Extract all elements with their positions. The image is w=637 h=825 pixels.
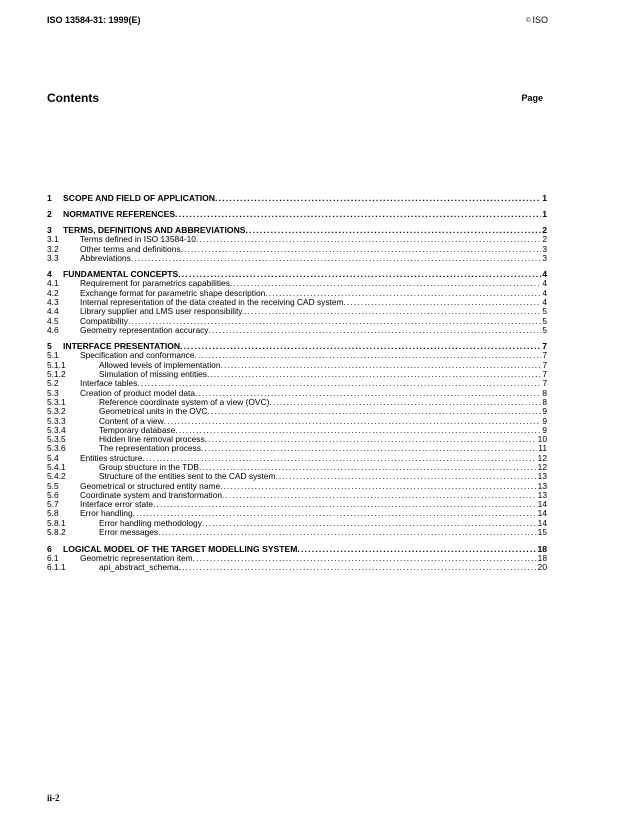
toc-entry-title: Specification and conformance (80, 350, 195, 361)
toc-entry-title: Hidden line removal process (99, 434, 205, 445)
toc-entry-number: 5.3.5 (47, 434, 66, 445)
document-id: ISO 13584-31: 1999(E) (47, 15, 141, 25)
toc-entry-page: 7 (542, 369, 547, 380)
toc-entry-number: 5.3.3 (47, 415, 66, 426)
toc-entry-page: 7 (542, 378, 547, 389)
toc-entry-page: 10 (537, 434, 547, 445)
copyright-org: ISO (532, 15, 548, 25)
toc-entry-title: The representation process (99, 443, 201, 454)
toc-entry-title: Error handling methodology (99, 517, 202, 528)
toc-entry[interactable] (47, 326, 547, 335)
toc-entry-page: 3 (542, 243, 547, 254)
toc-entry-title: Internal representation of the data created in the receiving CAD system (80, 297, 344, 308)
toc-entry-number: 4.4 (47, 306, 59, 317)
toc-entry-page: 20 (537, 561, 547, 572)
toc-entry-title: Group structure in the TDB (99, 461, 199, 472)
toc-entry-page: 4 (542, 287, 547, 298)
dot-leader (207, 407, 541, 416)
toc-entry-page: 7 (542, 359, 547, 370)
toc-entry-title: FUNDAMENTAL CONCEPTS (63, 269, 179, 280)
toc-entry-number: 4.2 (47, 287, 59, 298)
dot-leader (153, 500, 537, 509)
toc-entry-number: 4 (47, 269, 52, 280)
toc-entry-title: Terms defined in ISO 13584-10 (80, 234, 196, 245)
dot-leader (344, 298, 542, 307)
toc-entry-title: Library supplier and LMS user responsibility. (80, 306, 245, 317)
toc-entry[interactable] (47, 254, 547, 263)
dot-leader (137, 379, 541, 388)
dot-leader (201, 444, 537, 453)
toc-entry-title: Entities structure (80, 452, 143, 463)
toc-entry-page: 15 (537, 527, 547, 538)
toc-entry-page: 7 (542, 341, 547, 352)
toc-entry-page: 12 (537, 452, 547, 463)
toc-entry-title: Error handling (80, 508, 133, 519)
toc-entry-number: 5.4.1 (47, 461, 66, 472)
dot-leader (221, 361, 542, 370)
dot-leader (181, 245, 542, 254)
toc-entry-page: 2 (542, 234, 547, 245)
toc-entry-number: 3 (47, 225, 52, 236)
dot-leader (207, 370, 541, 379)
toc-entry-page: 8 (542, 396, 547, 407)
toc-entry-page: 3 (542, 252, 547, 263)
dot-leader (175, 426, 541, 435)
toc-entry-title: api_abstract_schema (99, 561, 179, 572)
toc-entry-page: 1 (542, 209, 547, 220)
toc-entry-number: 3.2 (47, 243, 59, 254)
dot-leader (196, 235, 541, 244)
table-of-contents (47, 193, 547, 572)
toc-entry-number: 5 (47, 341, 52, 352)
toc-entry-page: 9 (542, 424, 547, 435)
toc-entry-page: 4 (542, 278, 547, 289)
toc-entry-title: Other terms and definitions (80, 243, 181, 254)
toc-entry-number: 4.1 (47, 278, 59, 289)
toc-entry-number: 3.3 (47, 252, 59, 263)
dot-leader (230, 279, 541, 288)
toc-entry-number: 5.5 (47, 480, 59, 491)
dot-leader (158, 528, 537, 537)
dot-leader (269, 398, 541, 407)
toc-entry-title: Exchange format for parametric shape description (80, 287, 266, 298)
toc-entry-number: 5.2 (47, 378, 59, 389)
toc-entry-title: Geometrical or structured entity name (80, 480, 221, 491)
toc-entry[interactable] (47, 563, 547, 572)
page-column-label: Page (521, 93, 543, 103)
toc-entry-page: 8 (542, 387, 547, 398)
toc-entry-number: 3.1 (47, 234, 59, 245)
toc-entry-number: 5.6 (47, 489, 59, 500)
toc-entry-page: 13 (537, 480, 547, 491)
dot-leader (215, 193, 541, 203)
toc-entry-number: 4.5 (47, 315, 59, 326)
toc-entry-title: Creation of product model data (80, 387, 195, 398)
toc-entry-title: Interface error state (80, 499, 154, 510)
toc-entry-number: 5.3.4 (47, 424, 66, 435)
toc-entry-page: 5 (542, 306, 547, 317)
dot-leader (275, 472, 536, 481)
toc-entry-title: Simulation of missing entities (99, 369, 207, 380)
dot-leader (246, 225, 542, 235)
toc-entry-title: NORMATIVE REFERENCES (63, 209, 176, 220)
toc-entry-number: 6 (47, 543, 52, 554)
toc-entry-number: 5.8 (47, 508, 59, 519)
dot-leader (179, 563, 537, 572)
toc-entry-page: 2 (542, 225, 547, 236)
dot-leader (297, 544, 536, 554)
toc-entry-title: Coordinate system and transformation (80, 489, 222, 500)
toc-entry-title: Requirement for parametrics capabilities (80, 278, 230, 289)
toc-entry-page: 9 (542, 406, 547, 417)
toc-entry-page: 4 (542, 297, 547, 308)
toc-entry-number: 4.6 (47, 324, 59, 335)
toc-entry-page: 12 (537, 461, 547, 472)
toc-entry-title: Reference coordinate system of a view (OVC) (99, 396, 270, 407)
toc-entry-title: Temporary database (99, 424, 176, 435)
toc-entry[interactable] (47, 528, 547, 537)
toc-entry-number: 4.3 (47, 297, 59, 308)
toc-entry-number: 5.1.1 (47, 359, 66, 370)
toc-entry-number: 6.1.1 (47, 561, 66, 572)
toc-entry-number: 5.3.2 (47, 406, 66, 417)
toc-entry-page: 5 (542, 315, 547, 326)
footer-page-number: ii-2 (47, 793, 60, 803)
dot-leader (164, 417, 542, 426)
toc-entry-page: 18 (537, 543, 547, 554)
toc-entry[interactable] (47, 193, 547, 203)
toc-entry-title: Structure of the entities sent to the CAD system (99, 471, 276, 482)
toc-entry-number: 5.8.1 (47, 517, 66, 528)
dot-leader (220, 482, 537, 491)
toc-entry-page: 18 (537, 552, 547, 563)
toc-entry-number: 5.3.1 (47, 396, 66, 407)
toc-entry[interactable] (47, 209, 547, 219)
dot-leader (193, 554, 537, 563)
toc-entry-page: 14 (537, 499, 547, 510)
toc-entry-page: 13 (537, 471, 547, 482)
toc-entry-number: 5.1.2 (47, 369, 66, 380)
toc-entry-number: 1 (47, 193, 52, 203)
dot-leader (142, 454, 536, 463)
toc-entry-title: Allowed levels of implementation (99, 359, 221, 370)
toc-entry-title: LOGICAL MODEL OF THE TARGET MODELLING SYSTEM (63, 543, 298, 554)
toc-entry-title: Geometry representation accuracy (80, 324, 209, 335)
dot-leader (178, 269, 541, 279)
contents-title: Contents (47, 91, 99, 105)
dot-leader (205, 435, 537, 444)
toc-entry-page: 5 (542, 324, 547, 335)
toc-entry-number: 5.1 (47, 350, 59, 361)
toc-entry-number: 5.3 (47, 387, 59, 398)
toc-entry-page: 14 (537, 508, 547, 519)
toc-entry-number: 5.4.2 (47, 471, 66, 482)
toc-entry-number: 6.1 (47, 552, 59, 563)
toc-entry-page: 1 (542, 193, 547, 203)
toc-entry-title: Abbreviations (80, 252, 131, 263)
toc-entry-title: TERMS, DEFINITIONS AND ABBREVIATIONS (63, 225, 246, 236)
toc-entry-number: 5.3.6 (47, 443, 66, 454)
toc-entry-page: 7 (542, 350, 547, 361)
dot-leader (195, 351, 542, 360)
toc-entry-page: 14 (537, 517, 547, 528)
toc-entry-page: 9 (542, 415, 547, 426)
toc-entry-title: Interface tables (80, 378, 138, 389)
dot-leader (180, 341, 541, 351)
toc-entry-number: 5.7 (47, 499, 59, 510)
dot-leader (244, 307, 541, 316)
toc-entry-title: Geometric representation item (80, 552, 193, 563)
toc-entry-title: Error messages (99, 527, 159, 538)
copyright-notice (526, 15, 548, 25)
toc-entry-page: 11 (538, 443, 547, 454)
toc-entry-title: Geometrical units in the OVC (99, 406, 208, 417)
toc-entry-number: 5.4 (47, 452, 59, 463)
toc-entry-page: 4 (542, 269, 547, 280)
dot-leader (208, 326, 541, 335)
dot-leader (131, 254, 542, 263)
dot-leader (222, 491, 537, 500)
dot-leader (202, 519, 537, 528)
dot-leader (175, 209, 541, 219)
toc-entry-number: 5.8.2 (47, 527, 66, 538)
copyright-symbol: © (526, 18, 531, 24)
toc-entry-number: 2 (47, 209, 52, 220)
toc-entry-title: SCOPE AND FIELD OF APPLICATION (63, 193, 215, 203)
toc-entry-title: Compatibility (80, 315, 128, 326)
toc-entry-title: Content of a view (99, 415, 164, 426)
toc-entry-page: 13 (537, 489, 547, 500)
toc-entry-title: INTERFACE PRESENTATION (63, 341, 181, 352)
